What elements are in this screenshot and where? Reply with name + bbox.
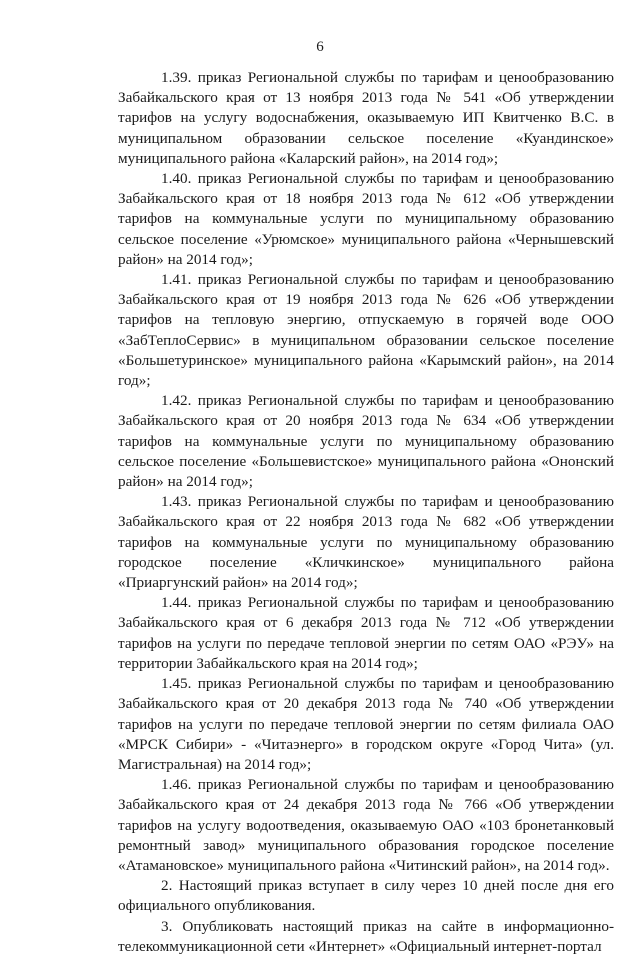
paragraph-3: 3. Опубликовать настоящий приказ на сайте в информационно-телекоммуникационной сети «Интернет» «Официальный интернет-портал (118, 917, 614, 955)
paragraph-1-43: 1.43. приказ Региональной службы по тарифам и ценообразованию Забайкальского края от 22 ноября 2013 года № 682 «Об утверждении тарифов на коммунальные услуги по муниципальному образованию городское поселение «Кличкинское» муниципального района «Приаргунский район» на 2014 год»; (118, 493, 614, 592)
paragraph-2: 2. Настоящий приказ вступает в силу через 10 дней после дня его официального опубликования. (118, 877, 614, 915)
paragraph-1-46: 1.46. приказ Региональной службы по тарифам и ценообразованию Забайкальского края от 24 декабря 2013 года № 766 «Об утверждении тарифов на услугу водоотведения, оказываемую ОАО «103 бронетанковый ремонтный завод» муниципального образования городское поселение «Атамановское» муниципального района «Читинский район», на 2014 год». (118, 776, 614, 874)
paragraph-1-44: 1.44. приказ Региональной службы по тарифам и ценообразованию Забайкальского края от 6 декабря 2013 года № 712 «Об утверждении тарифов на услуги по передаче тепловой энергии по сетям ОАО «РЭУ» на территории Забайкальского края на 2014 год»; (118, 594, 614, 672)
page-number: 6 (316, 39, 324, 55)
document-body (118, 68, 614, 957)
paragraph-1-39: 1.39. приказ Региональной службы по тарифам и ценообразованию Забайкальского края от 13 ноября 2013 года № 541 «Об утверждении тарифов на услугу водоснабжения, оказываемую ИП Квитченко В.С. в муниципальном образовании сельское поселение «Куандинское» муниципального района «Каларский район», на 2014 год»; (118, 69, 614, 167)
paragraph-1-40: 1.40. приказ Региональной службы по тарифам и ценообразованию Забайкальского края от 18 ноября 2013 года № 612 «Об утверждении тарифов на коммунальные услуги по муниципальному образованию сельское поселение «Урюмское» муниципального района «Чернышевский район» на 2014 год»; (118, 170, 614, 268)
paragraph-1-42: 1.42. приказ Региональной службы по тарифам и ценообразованию Забайкальского края от 20 ноября 2013 года № 634 «Об утверждении тарифов на коммунальные услуги по муниципальному образованию сельское поселение «Большевистское» муниципального района «Ононский район» на 2014 год»; (118, 392, 614, 491)
paragraph-1-45: 1.45. приказ Региональной службы по тарифам и ценообразованию Забайкальского края от 20 декабря 2013 года № 740 «Об утверждении тарифов на услуги по передаче тепловой энергии по сетям филиала ОАО «МРСК Сибири» - «Читаэнерго» в городском округе «Город Чита» (ул. Магистральная) на 2014 год»; (118, 675, 614, 773)
paragraph-1-41: 1.41. приказ Региональной службы по тарифам и ценообразованию Забайкальского края от 19 ноября 2013 года № 626 «Об утверждении тарифов на тепловую энергию, отпускаемую в горячей воде ООО «ЗабТеплоСервис» в муниципальном образовании сельское поселение «Большетуринское» муниципального района «Карымский район», на 2014 год»; (118, 271, 614, 390)
